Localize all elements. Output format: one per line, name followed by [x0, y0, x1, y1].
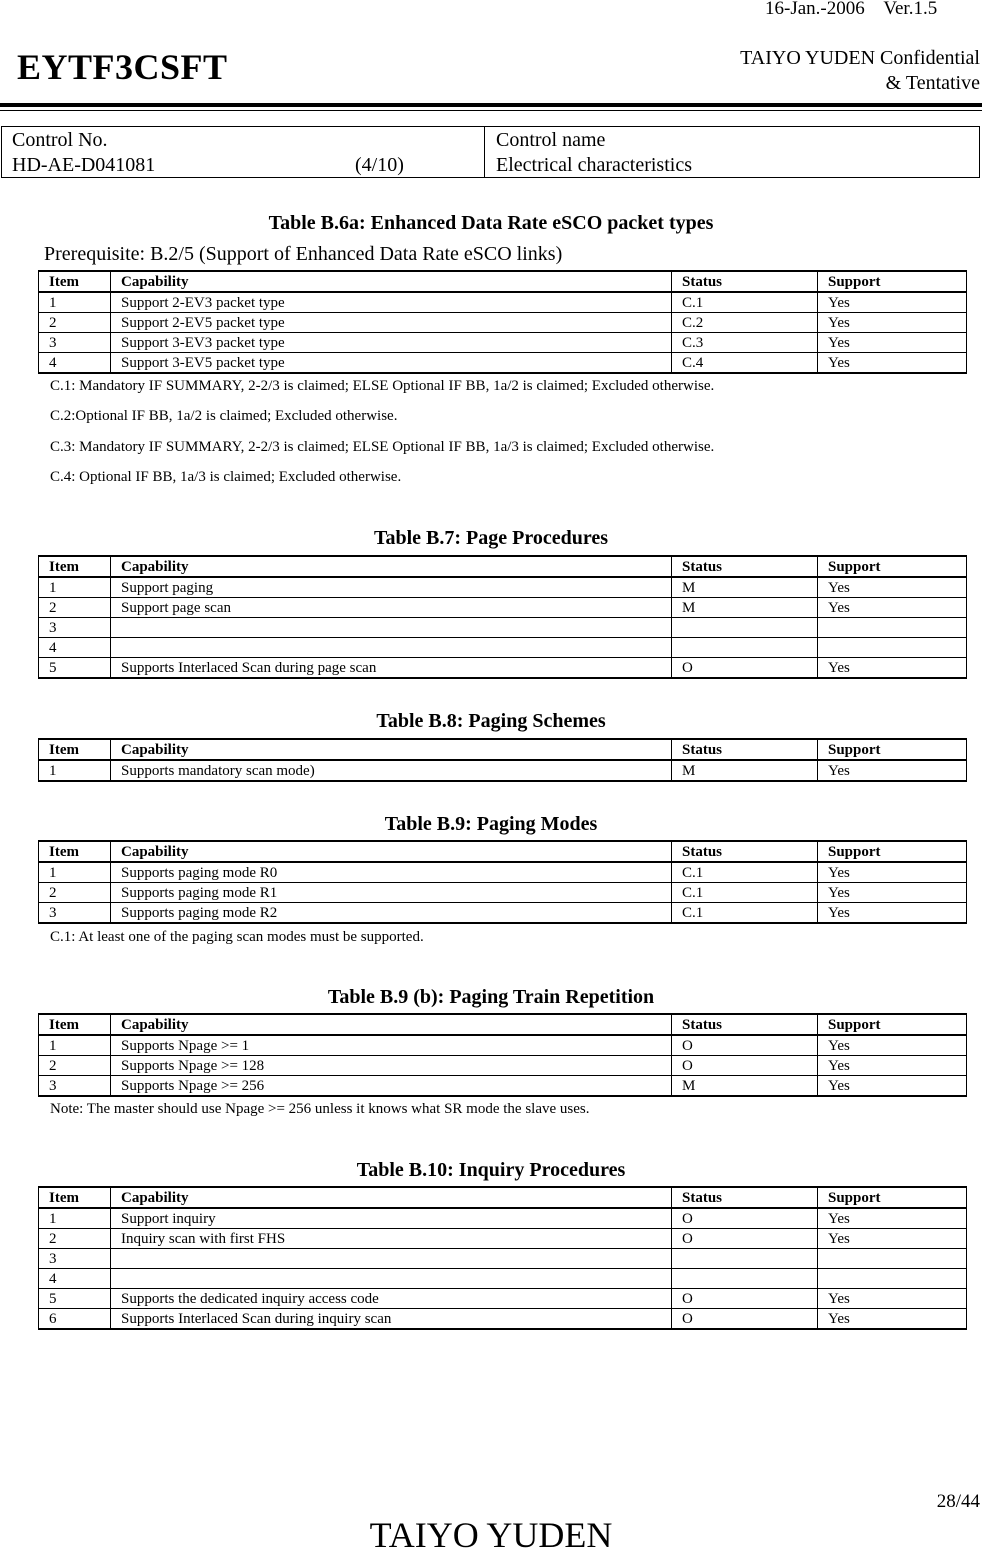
control-name-label: Control name: [496, 129, 606, 151]
capability-column-header: Capability: [111, 271, 672, 292]
spec-table: [38, 270, 967, 374]
support-cell: [818, 1269, 967, 1289]
item-cell: 4: [39, 638, 111, 658]
table-row: [39, 1056, 967, 1076]
support-column-header: Support: [818, 1014, 967, 1035]
capability-cell: Support 2-EV5 packet type: [111, 313, 672, 333]
status-column-header: Status: [672, 271, 818, 292]
table-row: [39, 598, 967, 618]
table-title: Table B.9 (b): Paging Train Repetition: [327, 986, 655, 1008]
status-cell: M: [672, 577, 818, 598]
item-column-header: Item: [39, 739, 111, 760]
table-note: C.2:Optional IF BB, 1a/2 is claimed; Excluded otherwise.: [50, 408, 398, 424]
table-header-row: [39, 1014, 967, 1035]
table-note: Note: The master should use Npage >= 256 unless it knows what SR mode the slave uses.: [50, 1101, 590, 1117]
table-row: [39, 883, 967, 903]
item-cell: 2: [39, 1229, 111, 1249]
support-cell: Yes: [818, 1229, 967, 1249]
document-date-version: 16-Jan.-2006 Ver.1.5: [765, 0, 938, 19]
capability-cell: Supports Interlaced Scan during inquiry scan: [111, 1309, 672, 1330]
support-column-header: Support: [818, 271, 967, 292]
item-cell: 3: [39, 618, 111, 638]
capability-cell: [111, 1269, 672, 1289]
status-cell: O: [672, 1289, 818, 1309]
status-column-header: Status: [672, 841, 818, 862]
item-cell: 1: [39, 760, 111, 781]
status-cell: C.2: [672, 313, 818, 333]
item-cell: 4: [39, 353, 111, 374]
table-note: C.3: Mandatory IF SUMMARY, 2-2/3 is claimed; ELSE Optional IF BB, 1a/3 is claimed; Excluded otherwise.: [50, 439, 715, 455]
table-prerequisite: Prerequisite: B.2/5 (Support of Enhanced Data Rate eSCO links): [44, 243, 563, 265]
status-cell: O: [672, 1309, 818, 1330]
capability-cell: Support inquiry: [111, 1208, 672, 1229]
capability-cell: [111, 1249, 672, 1269]
item-column-header: Item: [39, 841, 111, 862]
table-row: [39, 760, 967, 781]
capability-column-header: Capability: [111, 739, 672, 760]
item-cell: 1: [39, 577, 111, 598]
item-cell: 2: [39, 598, 111, 618]
status-cell: C.1: [672, 292, 818, 313]
table-header-row: [39, 1187, 967, 1208]
status-cell: [672, 1269, 818, 1289]
control-info-box: [1, 126, 980, 178]
support-cell: Yes: [818, 292, 967, 313]
control-number-value: HD-AE-D041081: [12, 154, 156, 176]
table-row: [39, 618, 967, 638]
item-cell: 6: [39, 1309, 111, 1330]
table-row: [39, 1208, 967, 1229]
status-cell: [672, 618, 818, 638]
header-rule-thin: [0, 110, 982, 111]
item-cell: 3: [39, 903, 111, 924]
item-cell: 5: [39, 658, 111, 679]
capability-cell: Supports Npage >= 128: [111, 1056, 672, 1076]
table-row: [39, 1035, 967, 1056]
item-column-header: Item: [39, 1014, 111, 1035]
item-cell: 5: [39, 1289, 111, 1309]
table-header-row: [39, 841, 967, 862]
tentative-notice: & Tentative: [885, 72, 980, 94]
status-cell: C.1: [672, 883, 818, 903]
support-cell: Yes: [818, 598, 967, 618]
support-cell: Yes: [818, 1076, 967, 1097]
status-cell: M: [672, 1076, 818, 1097]
spec-table: [38, 1186, 967, 1330]
table-title: Table B.8: Paging Schemes: [376, 710, 606, 732]
capability-cell: Supports the dedicated inquiry access code: [111, 1289, 672, 1309]
table-row: [39, 577, 967, 598]
item-cell: 2: [39, 1056, 111, 1076]
status-column-header: Status: [672, 1014, 818, 1035]
status-cell: [672, 1249, 818, 1269]
capability-column-header: Capability: [111, 1014, 672, 1035]
footer-company-name: TAIYO YUDEN: [369, 1515, 613, 1555]
support-cell: Yes: [818, 883, 967, 903]
spec-table: [38, 555, 967, 679]
table-row: [39, 313, 967, 333]
document-title: EYTF3CSFT: [17, 47, 228, 87]
table-header-row: [39, 271, 967, 292]
control-number-label: Control No.: [12, 129, 108, 151]
spec-table: [38, 840, 967, 924]
item-cell: 4: [39, 1269, 111, 1289]
item-column-header: Item: [39, 271, 111, 292]
table-row: [39, 1309, 967, 1330]
table-row: [39, 1289, 967, 1309]
status-column-header: Status: [672, 739, 818, 760]
support-cell: Yes: [818, 862, 967, 883]
support-column-header: Support: [818, 739, 967, 760]
spec-table: [38, 1013, 967, 1097]
table-header-row: [39, 739, 967, 760]
status-column-header: Status: [672, 1187, 818, 1208]
capability-cell: Supports paging mode R0: [111, 862, 672, 883]
support-cell: Yes: [818, 313, 967, 333]
status-cell: M: [672, 598, 818, 618]
support-column-header: Support: [818, 1187, 967, 1208]
item-cell: 3: [39, 333, 111, 353]
table-row: [39, 1269, 967, 1289]
table-title: Table B.9: Paging Modes: [384, 813, 598, 835]
capability-cell: Support 2-EV3 packet type: [111, 292, 672, 313]
table-header-row: [39, 556, 967, 577]
table-row: [39, 638, 967, 658]
support-cell: Yes: [818, 1035, 967, 1056]
item-column-header: Item: [39, 1187, 111, 1208]
support-cell: Yes: [818, 353, 967, 374]
item-cell: 2: [39, 883, 111, 903]
support-column-header: Support: [818, 556, 967, 577]
table-title: Table B.10: Inquiry Procedures: [356, 1159, 626, 1181]
table-row: [39, 903, 967, 924]
support-cell: Yes: [818, 1309, 967, 1330]
status-cell: C.1: [672, 903, 818, 924]
spec-table: [38, 738, 967, 782]
item-cell: 3: [39, 1249, 111, 1269]
capability-cell: Support 3-EV5 packet type: [111, 353, 672, 374]
table-title: Table B.7: Page Procedures: [373, 527, 609, 549]
table-row: [39, 333, 967, 353]
support-cell: Yes: [818, 760, 967, 781]
item-cell: 3: [39, 1076, 111, 1097]
table-row: [39, 1229, 967, 1249]
capability-cell: Supports Interlaced Scan during page scan: [111, 658, 672, 679]
status-cell: O: [672, 1035, 818, 1056]
capability-cell: Supports mandatory scan mode): [111, 760, 672, 781]
status-cell: C.1: [672, 862, 818, 883]
item-cell: 1: [39, 862, 111, 883]
support-cell: Yes: [818, 1208, 967, 1229]
status-cell: O: [672, 658, 818, 679]
capability-cell: [111, 618, 672, 638]
status-cell: C.4: [672, 353, 818, 374]
capability-cell: Supports paging mode R1: [111, 883, 672, 903]
status-cell: O: [672, 1056, 818, 1076]
control-page-indicator: (4/10): [355, 154, 404, 176]
capability-cell: Supports Npage >= 1: [111, 1035, 672, 1056]
support-cell: Yes: [818, 577, 967, 598]
status-cell: O: [672, 1229, 818, 1249]
table-title: Table B.6a: Enhanced Data Rate eSCO packet types: [268, 212, 714, 234]
support-cell: [818, 1249, 967, 1269]
table-row: [39, 658, 967, 679]
support-cell: Yes: [818, 1289, 967, 1309]
table-note: C.4: Optional IF BB, 1a/3 is claimed; Excluded otherwise.: [50, 469, 402, 485]
support-column-header: Support: [818, 841, 967, 862]
capability-cell: [111, 638, 672, 658]
capability-cell: Support paging: [111, 577, 672, 598]
status-cell: C.3: [672, 333, 818, 353]
support-cell: [818, 638, 967, 658]
item-cell: 1: [39, 1208, 111, 1229]
capability-cell: Support 3-EV3 packet type: [111, 333, 672, 353]
capability-cell: Inquiry scan with first FHS: [111, 1229, 672, 1249]
header-rule-thick: [0, 103, 982, 107]
table-note: C.1: Mandatory IF SUMMARY, 2-2/3 is claimed; ELSE Optional IF BB, 1a/2 is claimed; Excluded otherwise.: [50, 378, 715, 394]
page-number: 28/44: [936, 1491, 980, 1512]
capability-cell: Supports Npage >= 256: [111, 1076, 672, 1097]
control-box-divider: [484, 127, 485, 177]
status-column-header: Status: [672, 556, 818, 577]
support-cell: Yes: [818, 658, 967, 679]
table-row: [39, 1249, 967, 1269]
support-cell: Yes: [818, 333, 967, 353]
status-cell: M: [672, 760, 818, 781]
support-cell: Yes: [818, 903, 967, 924]
capability-cell: Supports paging mode R2: [111, 903, 672, 924]
status-cell: [672, 638, 818, 658]
capability-column-header: Capability: [111, 841, 672, 862]
table-row: [39, 292, 967, 313]
capability-column-header: Capability: [111, 1187, 672, 1208]
item-cell: 1: [39, 1035, 111, 1056]
table-row: [39, 353, 967, 374]
capability-column-header: Capability: [111, 556, 672, 577]
status-cell: O: [672, 1208, 818, 1229]
item-cell: 1: [39, 292, 111, 313]
support-cell: Yes: [818, 1056, 967, 1076]
confidentiality-notice: TAIYO YUDEN Confidential: [740, 47, 980, 69]
control-name-value: Electrical characteristics: [496, 154, 692, 176]
capability-cell: Support page scan: [111, 598, 672, 618]
table-row: [39, 862, 967, 883]
item-cell: 2: [39, 313, 111, 333]
table-note: C.1: At least one of the paging scan modes must be supported.: [50, 929, 424, 945]
item-column-header: Item: [39, 556, 111, 577]
support-cell: [818, 618, 967, 638]
table-row: [39, 1076, 967, 1097]
